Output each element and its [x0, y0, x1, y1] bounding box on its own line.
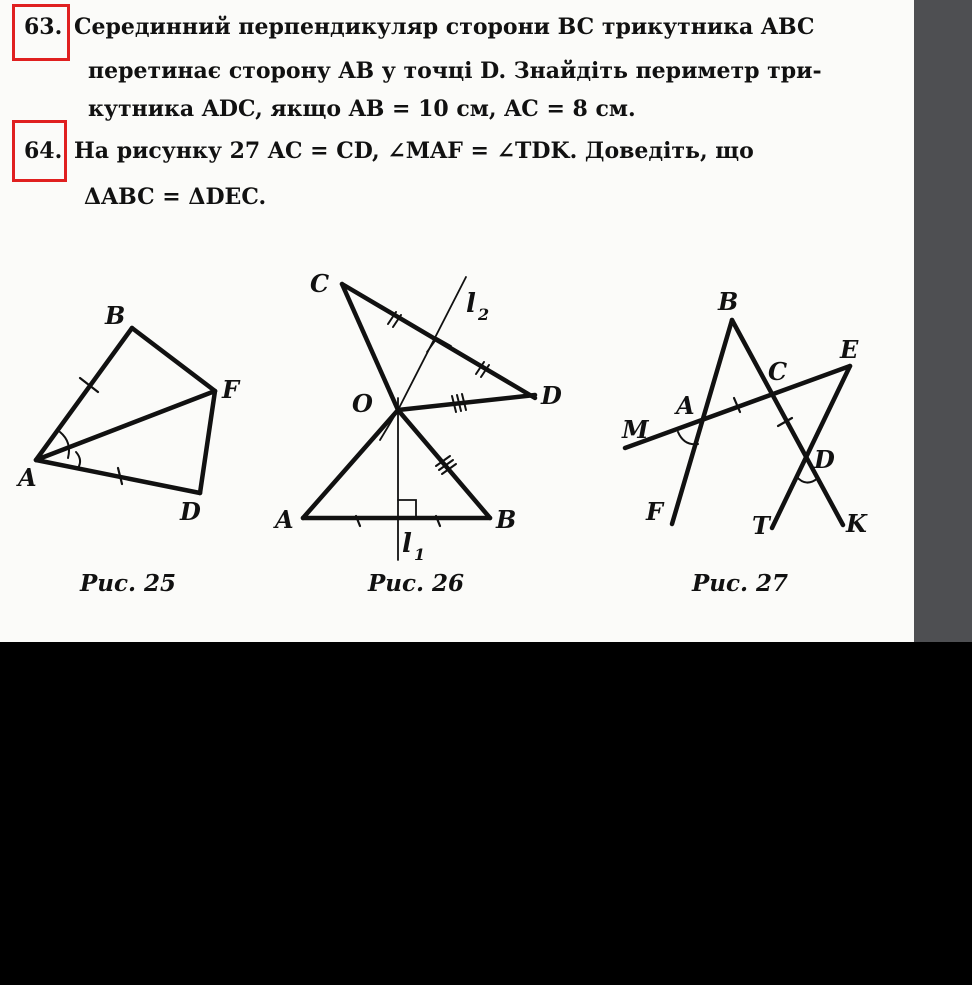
fig25-angle-arc-2 [76, 452, 80, 468]
problem-63-line-2: перетинає сторону AB у точці D. Знайдіть периметр три- [88, 58, 822, 84]
fig25-segment-BF [132, 328, 215, 391]
fig25-segment-FD [200, 391, 215, 493]
fig25-caption: Рис. 25 [80, 570, 177, 597]
fig27-label-D: D [814, 445, 835, 474]
problem-64-number: 64. [24, 138, 63, 164]
fig27-label-K: K [846, 509, 867, 538]
problem-64-line-2: ΔABC = ΔDEC. [84, 184, 267, 210]
fig27-caption: Рис. 27 [692, 570, 789, 597]
fig25-label-F: F [222, 375, 240, 404]
fig27-label-T: T [752, 511, 770, 540]
fig26-right-angle-l1 [398, 500, 416, 518]
fig26-label-D: D [541, 381, 562, 410]
problem-63-line-1: Серединний перпендикуляр сторони BC трикутника ABC [74, 14, 815, 40]
fig27-label-E: E [840, 335, 859, 364]
fig27-label-B: B [718, 287, 739, 316]
fig26-label-l2: l [466, 289, 476, 319]
fig25-segment-AD [36, 460, 200, 493]
fig26-segment-CD [342, 284, 535, 398]
fig25-label-D: D [180, 497, 201, 526]
fig27-label-F: F [646, 497, 664, 526]
fig25-angle-arc-1 [60, 432, 69, 458]
problem-63-line-3: кутника ADC, якщо AB = 10 см, AC = 8 см. [88, 96, 636, 122]
figure-25 [36, 328, 215, 493]
fig26-segment-OA [303, 410, 398, 518]
problem-64-line-1: На рисунку 27 AC = CD, ∠MAF = ∠TDK. Доведіть, що [74, 138, 754, 164]
fig26-label-A: A [275, 505, 294, 534]
fig26-label-l1-sub: 1 [414, 545, 426, 564]
fig25-label-B: B [105, 301, 126, 330]
fig27-label-M: M [622, 415, 649, 444]
fig26-label-C: C [310, 269, 330, 298]
fig26-caption: Рис. 26 [368, 570, 465, 597]
fig26-label-B: B [496, 505, 517, 534]
side-scroll-strip [914, 0, 972, 642]
problem-63-number: 63. [24, 14, 63, 40]
fig25-label-A: A [18, 463, 37, 492]
fig27-label-A: A [676, 391, 695, 420]
fig26-segment-OD [398, 395, 535, 410]
fig26-label-l1: l [402, 529, 412, 559]
fig26-segment-OB [398, 410, 490, 518]
fig26-label-l2-sub: 2 [478, 305, 490, 324]
fig27-label-C: C [768, 357, 788, 386]
fig26-label-O: O [352, 389, 373, 418]
